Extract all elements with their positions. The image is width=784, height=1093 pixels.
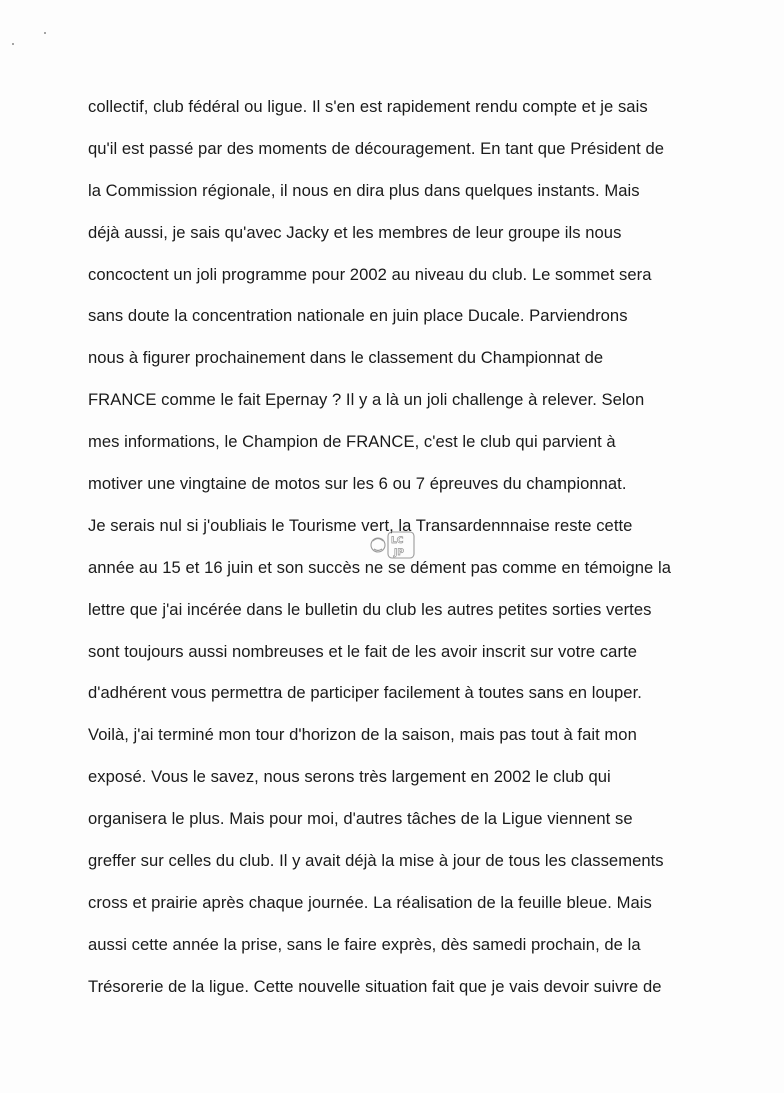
text-line: nous à figurer prochainement dans le classement du Championnat de bbox=[88, 348, 604, 368]
text-line: Trésorerie de la ligue. Cette nouvelle situation fait que je vais devoir suivre de bbox=[88, 976, 662, 996]
text-line: lettre que j'ai incérée dans le bulletin du club les autres petites sorties vertes bbox=[88, 599, 652, 619]
text-line: sont toujours aussi nombreuses et le fait de les avoir inscrit sur votre carte bbox=[88, 641, 637, 661]
lcjp-stamp-icon bbox=[364, 527, 418, 561]
text-line: collectif, club fédéral ou ligue. Il s'en est rapidement rendu compte et je sais bbox=[88, 97, 648, 116]
svg-text:LC: LC bbox=[391, 536, 404, 546]
body-text bbox=[88, 90, 768, 1012]
text-line: Voilà, j'ai terminé mon tour d'horizon de la saison, mais pas tout à fait mon bbox=[88, 725, 637, 745]
text-line: FRANCE comme le fait Epernay ? Il y a là un joli challenge à relever. Selon bbox=[88, 390, 645, 410]
text-line: exposé. Vous le savez, nous serons très largement en 2002 le club qui bbox=[88, 767, 611, 787]
text-line: la Commission régionale, il nous en dira plus dans quelques instants. Mais bbox=[88, 180, 640, 200]
text-line: cross et prairie après chaque journée. La réalisation de la feuille bleue. Mais bbox=[88, 892, 652, 912]
text-line: greffer sur celles du club. Il y avait déjà la mise à jour de tous les classements bbox=[88, 851, 664, 871]
text-line: d'adhérent vous permettra de participer facilement à toutes sans en louper. bbox=[88, 683, 642, 703]
scan-speck bbox=[44, 32, 46, 34]
text-line: déjà aussi, je sais qu'avec Jacky et les membres de leur groupe ils nous bbox=[88, 222, 622, 242]
text-line: sans doute la concentration nationale en juin place Ducale. Parviendrons bbox=[88, 306, 628, 326]
text-line: qu'il est passé par des moments de découragement. En tant que Président de bbox=[88, 138, 665, 158]
text-line: mes informations, le Champion de FRANCE, c'est le club qui parvient à bbox=[88, 432, 616, 452]
svg-text:JP: JP bbox=[394, 548, 404, 558]
text-line: année au 15 et 16 juin et son succès ne se dément pas comme en témoigne la bbox=[88, 557, 672, 577]
text-line: concoctent un joli programme pour 2002 au niveau du club. Le sommet sera bbox=[88, 264, 652, 284]
text-line: organisera le plus. Mais pour moi, d'autres tâches de la Ligue viennent se bbox=[88, 809, 633, 829]
text-line: motiver une vingtaine de motos sur les 6 ou 7 épreuves du championnat. bbox=[88, 474, 627, 494]
scan-speck bbox=[12, 43, 14, 45]
text-line: aussi cette année la prise, sans le faire exprès, dès samedi prochain, de la bbox=[88, 934, 641, 954]
text-line: Je serais nul si j'oubliais le Tourisme vert, la Transardennnaise reste cette bbox=[88, 515, 633, 535]
